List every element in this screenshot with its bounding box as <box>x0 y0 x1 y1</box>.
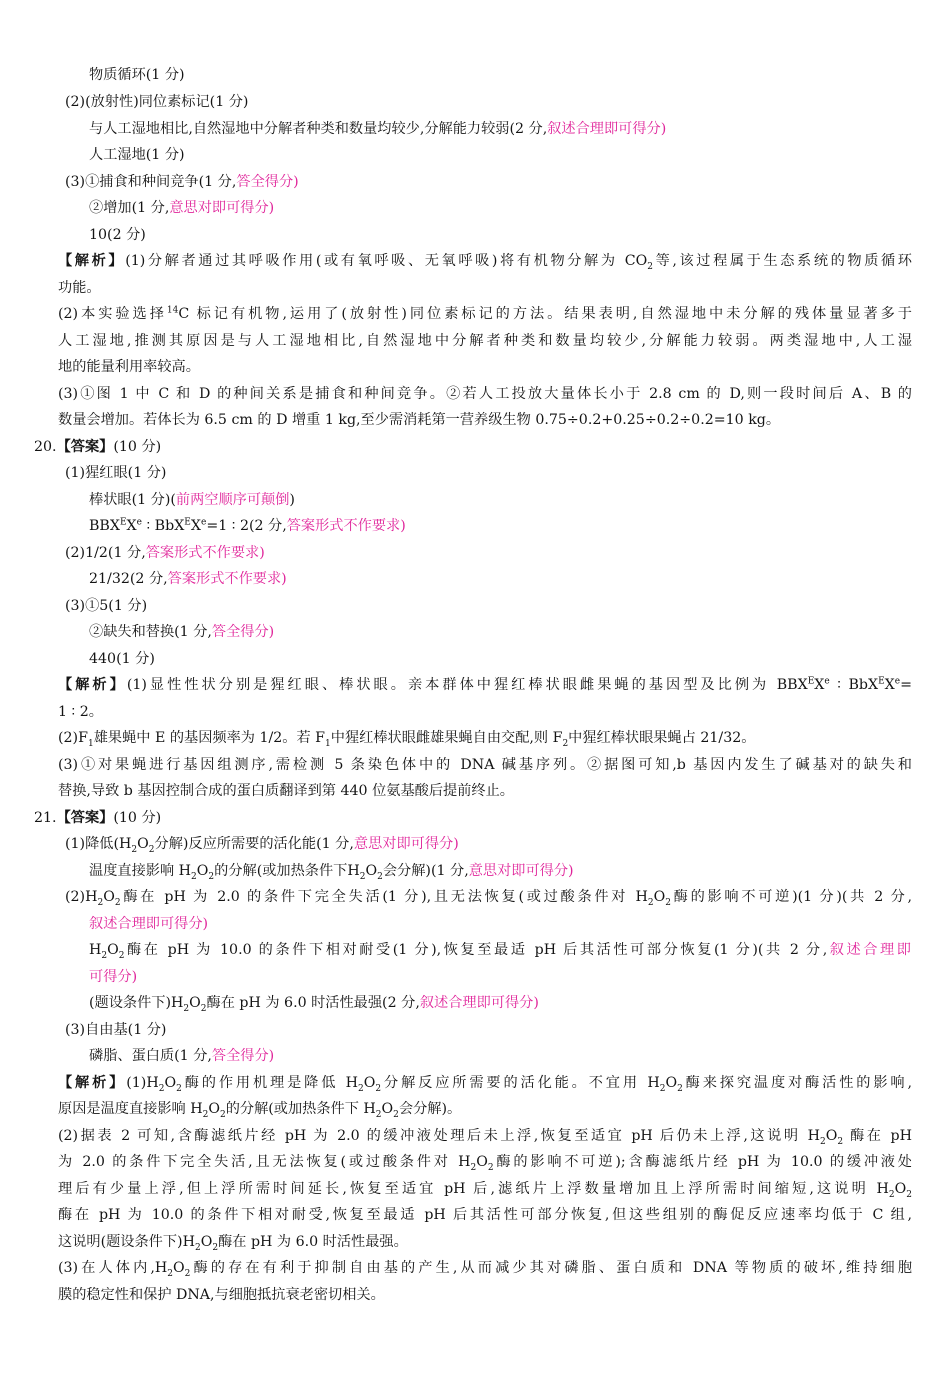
q21-explanation-2c: 理后有少量上浮,但上浮所需时间延长,恢复至适宜 pH 后,滤纸片上浮数量增加且上浮所需时间缩短,这说明 $H_2O_2$ <box>58 1181 912 1200</box>
q19-answer-part2-c: 人工湿地(1 分) <box>89 147 185 163</box>
q21-answer-part2-b: $H_2O_2$酶在 pH 为 10.0 的条件下相对耐受(1 分),恢复至最适 pH 后其活性可部分恢复(1 分)(共 2 分,叙述合理即 <box>89 942 911 961</box>
q20-answer-part3: (3)①5(1 分) <box>65 598 148 614</box>
explanation-label: 【解析】 <box>58 677 127 693</box>
q21-answer-part2-c: (题设条件下)$H_2O_2$酶在 pH 为 6.0 时活性最强(2 分,叙述合理即可得分) <box>89 995 539 1014</box>
scoring-note: 答案形式不作要求) <box>286 518 406 534</box>
q19-answer-part2-reason: 与人工湿地相比,自然湿地中分解者种类和数量均较少,分解能力较弱(2 分,叙述合理即可得分) <box>89 121 667 137</box>
q21-explanation-3: (3)在人体内$,H_2O_2$酶的存在有利于抑制自由基的产生,从而减少其对磷脂、蛋白质和 DNA 等物质的破坏,维持细胞 <box>58 1260 913 1279</box>
explanation-label: 【解析】 <box>58 1075 127 1091</box>
q19-explanation-1b: 功能。 <box>58 280 101 296</box>
scoring-note: 意思对即可得分) <box>353 836 459 852</box>
scoring-note: 叙述合理即可得分) <box>419 995 539 1011</box>
q20-explanation-2: $(2)F_1$雄果蝇中 E 的基因频率为 1/2。若 $F_1$中猩红棒状眼雌雄果蝇自由交配,则 $F_2$中猩红棒状眼果蝇占 21/32。 <box>58 730 756 749</box>
explanation-label: 【解析】 <box>58 253 126 269</box>
q20-explanation-3b: 替换,导致 b 基因控制合成的蛋白质翻译到第 440 位氨基酸后提前终止。 <box>58 783 514 799</box>
q19-explanation-3b: 数量会增加。若体长为 6.5 cm 的 D 增重 1 kg,至少需消耗第一营养级生物 0.75÷0.2+0.25÷0.2÷0.2=10 kg。 <box>58 412 781 428</box>
q19-explanation-2c: 地的能量利用率较高。 <box>58 359 200 375</box>
q19-answer-part3-b: ②增加(1 分,意思对即可得分) <box>89 200 275 216</box>
scoring-note: 叙述合理即 <box>827 942 911 958</box>
scoring-note: 意思对即可得分) <box>468 863 574 879</box>
answer-label: 【答案】 <box>56 439 114 455</box>
q20-explanation-1: 【解析】(1)显性性状分别是猩红眼、棒状眼。亲本群体中猩红棒状眼雌果蝇的基因型及比例为 $BBX^EXe$ ∶ $BbX^EX^e=$ <box>58 676 912 693</box>
q19-explanation-3: (3)①图 1 中 C 和 D 的种间关系是捕食和种间竞争。②若人工投放大量体长小于 2.8 cm 的 D,则一段时间后 A、B 的 <box>58 386 912 402</box>
scoring-note: 答全得分) <box>211 624 275 640</box>
scoring-note: 可得分) <box>89 969 138 985</box>
q20-explanation-1b: 1 ∶ 2。 <box>58 704 103 720</box>
q20-answer-part1-b: 棒状眼(1 分)(前两空顺序可颠倒) <box>89 492 295 508</box>
q21-explanation-3b: 膜的稳定性和保护 DNA,与细胞抵抗衰老密切相关。 <box>58 1287 385 1303</box>
scoring-note: 叙述合理即可得分) <box>89 916 209 932</box>
scoring-note: 意思对即可得分) <box>169 200 275 216</box>
scoring-note: 答全得分) <box>211 1048 275 1064</box>
q19-explanation-1: 【解析】(1)分解者通过其呼吸作用(或有氧呼吸、无氧呼吸)将有机物分解为 $CO_2$等,该过程属于生态系统的物质循环 <box>58 253 912 272</box>
q21-answer-part2-note <box>89 914 208 934</box>
q19-answer-part2: (2)(放射性)同位素标记(1 分) <box>65 94 249 110</box>
q21-answer-part2-b-note <box>89 967 137 987</box>
q19-answer-part3-c: 10(2 分) <box>89 227 146 243</box>
scoring-note: 答案形式不作要求) <box>145 545 265 561</box>
q20-answer-part1: (1)猩红眼(1 分) <box>65 465 167 481</box>
scoring-note: 叙述合理即可得分) <box>547 121 667 137</box>
q21-answer-part3: (3)自由基(1 分) <box>65 1022 167 1038</box>
scoring-note: 答全得分) <box>236 174 299 190</box>
q21-answer-part3-b: 磷脂、蛋白质(1 分,答全得分) <box>89 1048 275 1064</box>
q21-explanation-2b: 为 2.0 的条件下完全失活,且无法恢复(或过酸条件对 $H_2O_2$酶的影响不可逆);含酶滤纸片经 pH 为 10.0 的缓冲液处 <box>58 1154 912 1173</box>
q19-explanation-2b: 人工湿地,推测其原因是与人工湿地相比,自然湿地中分解者种类和数量均较少,分解能力较弱。两类湿地中,人工湿 <box>58 333 912 349</box>
q19-explanation-2: (2)本实验选择$^{14}$C 标记有机物,运用了(放射性)同位素标记的方法。结果表明,自然湿地中未分解的残体量显著多于 <box>58 305 912 322</box>
q20-answer-part3-b: ②缺失和替换(1 分,答全得分) <box>89 624 275 640</box>
scoring-note: 前两空顺序可颠倒 <box>175 492 290 508</box>
q21-explanation-2: (2)据表 2 可知,含酶滤纸片经 pH 为 2.0 的缓冲液处理后未上浮,恢复至适宜 pH 后仍未上浮,这说明 $H_2O_2$ 酶在 pH <box>58 1128 912 1147</box>
scoring-note: 答案形式不作要求) <box>167 571 287 587</box>
q20-answer-heading: 20.【答案】(10 分) <box>34 439 162 455</box>
q21-explanation-1b: 原因是温度直接影响 $H_2O_2$的分解(或加热条件下 $H_2O_2$会分解)。 <box>58 1101 462 1120</box>
q21-answer-part1-b: 温度直接影响 $H_2O_2$的分解(或加热条件下$H_2O_2$会分解)(1 分,意思对即可得分) <box>89 863 574 882</box>
q21-explanation-2e: 这说明(题设条件下)$H_2O_2$酶在 pH 为 6.0 时活性最强。 <box>58 1234 408 1253</box>
q20-answer-part2: (2)1/2(1 分,答案形式不作要求) <box>65 545 265 561</box>
q21-answer-part1: (1)降低($H_2O_2$分解)反应所需要的活化能(1 分,意思对即可得分) <box>65 836 459 855</box>
q20-answer-part1-c: $BBX^EXe$ ∶ $BbX^EX^e=1$ ∶ 2(2 分,答案形式不作要求) <box>89 517 406 534</box>
q21-explanation-2d: 酶在 pH 为 10.0 的条件下相对耐受,恢复至最适 pH 后其活性可部分恢复,但这些组别的酶促反应速率均低于 C 组, <box>58 1207 912 1223</box>
answer-label: 【答案】 <box>56 810 114 826</box>
q21-answer-heading: 21.【答案】(10 分) <box>34 810 162 826</box>
q20-answer-part3-c: 440(1 分) <box>89 651 155 667</box>
q21-explanation-1: 【解析】$(1)H_2O_2$酶的作用机理是降低 $H_2O_2$分解反应所需要的活化能。不宜用 $H_2O_2$酶来探究温度对酶活性的影响, <box>58 1075 912 1094</box>
q19-answer-line: 物质循环(1 分) <box>89 67 185 83</box>
q21-answer-part2: $(2)H_2O_2$酶在 pH 为 2.0 的条件下完全失活(1 分),且无法恢复(或过酸条件对 $H_2O_2$酶的影响不可逆)(1 分)(共 2 分, <box>65 889 913 908</box>
q20-explanation-3: (3)①对果蝇进行基因组测序,需检测 5 条染色体中的 DNA 碱基序列。②据图可知,b 基因内发生了碱基对的缺失和 <box>58 757 912 773</box>
q20-answer-part2-b: 21/32(2 分,答案形式不作要求) <box>89 571 287 587</box>
q19-answer-part3: (3)①捕食和种间竞争(1 分,答全得分) <box>65 174 299 190</box>
